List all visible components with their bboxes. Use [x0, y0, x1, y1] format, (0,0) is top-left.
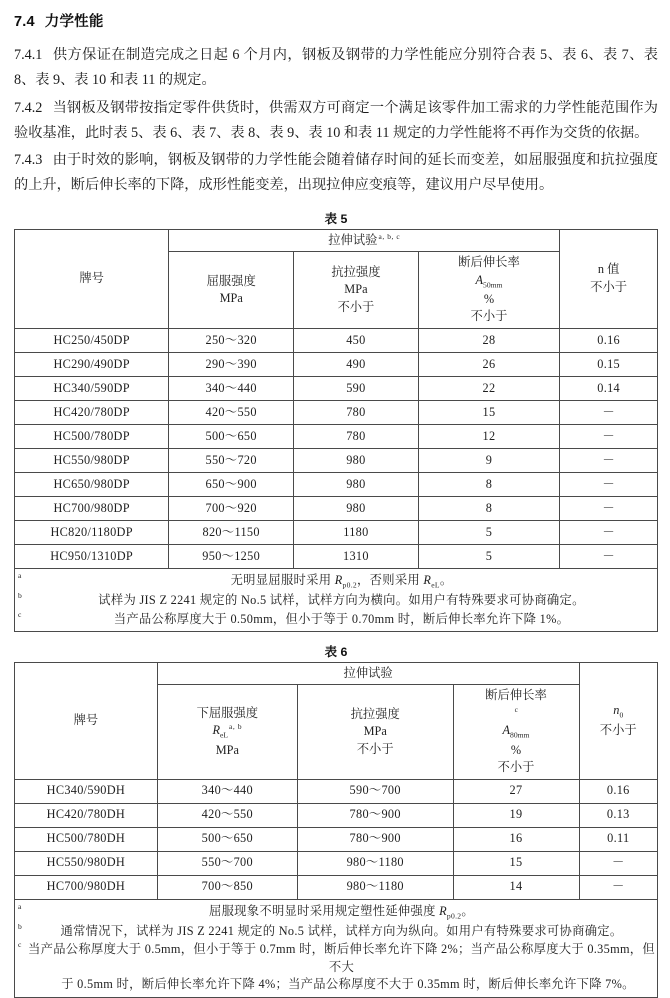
cell-brand: HC820/1180DP: [15, 520, 169, 544]
cell-elongation: 15: [453, 851, 579, 875]
th-elongation-line2: [421, 272, 557, 309]
cell-brand: HC550/980DH: [15, 851, 158, 875]
footnote-c: [17, 611, 655, 628]
footnote-c: [17, 941, 655, 993]
table-5-block: [0, 209, 670, 632]
cell-n-value: －: [560, 424, 658, 448]
cell-n-value: 0.14: [560, 376, 658, 400]
footnote-b-mark: b: [18, 921, 23, 931]
th-tensile-line2: MPa: [344, 282, 368, 297]
table-6: [14, 662, 658, 998]
th-tensile-group: [169, 229, 560, 252]
clause-text: 由于时效的影响，钢板及钢带的力学性能会随着储存时间的延长而变差，如屈服强度和抗拉强度的上升，断后伸长率的下降，成形性能变差，出现拉伸应变痕等，建议用户尽早使用。: [14, 152, 658, 194]
cell-brand: HC550/980DP: [15, 448, 169, 472]
th-lower-yield-footnote-marks: a, b: [229, 722, 243, 732]
th-n-value: [560, 229, 658, 328]
cell-tensile: 980: [294, 448, 419, 472]
th-elongation-label: 断后伸长率: [485, 688, 547, 703]
table-row: [15, 779, 658, 803]
footnote-a-text-before: 无明显屈服时采用: [230, 572, 335, 587]
cell-yield: 420～550: [157, 803, 297, 827]
th-tensile-group-label: 拉伸试验: [343, 665, 393, 680]
th-n0-line1: [582, 702, 655, 721]
cell-elongation: 5: [418, 520, 559, 544]
footnote-a-symbol-2: R: [423, 572, 432, 587]
cell-n0-value: 0.16: [579, 779, 657, 803]
footnote-b-text: 试样为 JIS Z 2241 规定的 No.5 试样，试样方向为横向。如用户有特殊要求可协商确定。: [98, 593, 585, 608]
cell-tensile: 450: [294, 328, 419, 352]
table-row: [15, 328, 658, 352]
cell-yield: 340～440: [169, 376, 294, 400]
footnote-a: [17, 903, 655, 922]
th-tensile-line1: 抗拉强度: [350, 706, 400, 721]
table-6-header-row-1: [15, 662, 658, 684]
cell-elongation: 9: [418, 448, 559, 472]
th-yield-line1: 屈服强度: [206, 273, 256, 288]
cell-brand: HC650/980DP: [15, 472, 169, 496]
cell-elongation: 19: [453, 803, 579, 827]
table-6-footnotes: [15, 899, 658, 997]
page-title: [14, 10, 658, 31]
clause-number: 7.4.3: [14, 152, 43, 169]
clause-text: 供方保证在制造完成之日起 6 个月内，钢板及钢带的力学性能应分别符合表 5、表 6、表 7、表 8、表 9、表 10 和表 11 的规定。: [14, 47, 658, 89]
cell-brand: HC700/980DP: [15, 496, 169, 520]
th-n0-value: [579, 662, 657, 779]
th-lower-yield-strength: [157, 685, 297, 779]
footnote-a-text-mid: ，否则采用: [357, 572, 424, 587]
cell-n0-value: －: [579, 851, 657, 875]
cell-brand: HC420/780DP: [15, 400, 169, 424]
th-elongation-symbol: A: [502, 723, 511, 738]
clause-number: 7.4.1: [14, 47, 43, 63]
cell-elongation: 8: [418, 472, 559, 496]
th-elongation-line3: 不小于: [470, 309, 508, 324]
table-row: [15, 400, 658, 424]
footnote-c-text-continued: 于 0.5mm 时，断后伸长率允许下降 4%；当产品公称厚度不大于 0.35mm 时，断后伸长率允许下降 7%。: [61, 977, 635, 992]
cell-yield: 250～320: [169, 328, 294, 352]
table-row: [15, 827, 658, 851]
cell-elongation: 14: [453, 875, 579, 899]
th-brand-label: 牌号: [73, 713, 99, 728]
table-5-caption: 表 5: [324, 211, 348, 226]
table-6-block: [0, 642, 670, 998]
table-row: [15, 520, 658, 544]
cell-tensile: 980～1180: [297, 851, 453, 875]
footnote-a-subscript-2: eL: [431, 580, 440, 590]
th-elongation-unit: %: [483, 291, 495, 306]
clause-7-4-1: [14, 43, 658, 94]
cell-n-value: －: [560, 400, 658, 424]
th-yield-line2: MPa: [219, 291, 243, 306]
footnote-a: [17, 572, 655, 591]
table-row: [15, 875, 658, 899]
cell-brand: HC290/490DP: [15, 352, 169, 376]
clause-text: 当钢板及钢带按指定零件供货时，供需双方可商定一个满足该零件加工需求的力学性能范围作为验收基准，此时表 5、表 6、表 7、表 8、表 9、表 10 和表 11 规定的力学性能将不再作为交货的依据。: [14, 99, 658, 141]
footnote-a-text-after: 。: [461, 903, 475, 918]
cell-tensile: 1310: [294, 544, 419, 568]
section-title: 力学性能: [44, 14, 104, 30]
cell-n-value: －: [560, 520, 658, 544]
footnote-a-subscript-1: p0.2: [342, 580, 358, 590]
cell-n0-value: 0.11: [579, 827, 657, 851]
cell-yield: 820～1150: [169, 520, 294, 544]
table-5-footnotes: [15, 568, 658, 631]
cell-elongation: 12: [418, 424, 559, 448]
cell-elongation: 5: [418, 544, 559, 568]
footnote-c-mark: c: [18, 609, 22, 619]
th-elongation: [453, 685, 579, 779]
th-tensile-group-label: 拉伸试验: [328, 232, 378, 247]
cell-elongation: 28: [418, 328, 559, 352]
th-tensile-line3: 不小于: [356, 741, 394, 756]
footnote-b: [17, 923, 655, 940]
th-tensile-line2: MPa: [363, 724, 387, 739]
th-elongation-footnote-mark: c: [514, 704, 519, 714]
th-lower-yield-line2: MPa: [215, 742, 239, 757]
table-row: [15, 803, 658, 827]
cell-yield: 340～440: [157, 779, 297, 803]
cell-yield: 500～650: [157, 827, 297, 851]
th-lower-yield-text: 下屈服强度: [196, 705, 259, 720]
cell-tensile: 590～700: [297, 779, 453, 803]
th-tensile-group-footnote-marks: a, b, c: [378, 231, 401, 241]
cell-yield: 700～920: [169, 496, 294, 520]
cell-yield: 290～390: [169, 352, 294, 376]
cell-brand: HC700/980DH: [15, 875, 158, 899]
th-n0-subscript: 0: [619, 710, 624, 720]
table-row: [15, 544, 658, 568]
th-elongation-line3: 不小于: [497, 760, 535, 775]
cell-n-value: 0.15: [560, 352, 658, 376]
th-lower-yield-line1: [160, 705, 295, 742]
cell-tensile: 980: [294, 496, 419, 520]
cell-n0-value: －: [579, 875, 657, 899]
cell-elongation: 8: [418, 496, 559, 520]
th-elongation-line1: [456, 687, 577, 722]
th-brand: [15, 662, 158, 779]
cell-brand: HC340/590DP: [15, 376, 169, 400]
cell-yield: 550～700: [157, 851, 297, 875]
table-row: [15, 496, 658, 520]
cell-yield: 700～850: [157, 875, 297, 899]
footnote-c-text: 当产品公称厚度大于 0.50mm，但小于等于 0.70mm 时，断后伸长率允许下降 1%。: [113, 611, 570, 626]
cell-tensile: 980: [294, 472, 419, 496]
th-brand: [15, 229, 169, 328]
footnote-c-text: 当产品公称厚度大于 0.5mm，但小于等于 0.7mm 时，断后伸长率允许下降 2%；当产品公称厚度大于 0.35mm，但不大: [28, 942, 655, 974]
cell-n-value: －: [560, 448, 658, 472]
th-n-value-line1: n 值: [597, 262, 620, 277]
footnote-a-mark: a: [18, 570, 22, 580]
prose-block: [0, 0, 670, 199]
th-tensile-strength: [294, 252, 419, 329]
th-lower-yield-subscript: eL: [220, 730, 229, 740]
cell-yield: 650～900: [169, 472, 294, 496]
table-5-header-row-1: [15, 229, 658, 252]
th-elongation-line1: 断后伸长率: [458, 255, 520, 270]
footnote-a-mark: a: [18, 901, 22, 911]
th-n0-line2: 不小于: [599, 722, 637, 737]
th-lower-yield-symbol: R: [212, 723, 221, 738]
table-row: [15, 851, 658, 875]
cell-n-value: 0.16: [560, 328, 658, 352]
footnote-a-symbol-1: R: [439, 903, 447, 918]
footnote-b-text: 通常情况下，试样为 JIS Z 2241 规定的 No.5 试样，试样方向为纵向。如用户有特殊要求可协商确定。: [60, 923, 623, 938]
th-brand-label: 牌号: [79, 271, 104, 286]
cell-tensile: 780: [294, 400, 419, 424]
footnote-a-text-before: 屈服现象不明显时采用规定塑性延伸强度: [208, 903, 440, 918]
cell-elongation: 15: [418, 400, 559, 424]
cell-brand: HC420/780DH: [15, 803, 158, 827]
footnote-b: [17, 592, 655, 609]
th-n0-symbol: n: [613, 703, 620, 718]
clause-7-4-2: [14, 96, 658, 147]
cell-brand: HC340/590DH: [15, 779, 158, 803]
cell-tensile: 780～900: [297, 827, 453, 851]
cell-yield: 550～720: [169, 448, 294, 472]
th-tensile-strength: [297, 685, 453, 779]
cell-yield: 500～650: [169, 424, 294, 448]
cell-elongation: 27: [453, 779, 579, 803]
cell-tensile: 780: [294, 424, 419, 448]
table-row: [15, 352, 658, 376]
table-row: [15, 376, 658, 400]
th-elongation: [418, 252, 559, 329]
cell-elongation: 16: [453, 827, 579, 851]
section-number: 7.4: [14, 14, 35, 30]
cell-yield: 950～1250: [169, 544, 294, 568]
footnote-b-mark: b: [18, 591, 23, 601]
th-tensile-group: [157, 662, 579, 684]
cell-tensile: 490: [294, 352, 419, 376]
footnote-c-mark: c: [18, 940, 22, 950]
cell-tensile: 980～1180: [297, 875, 453, 899]
cell-n0-value: 0.13: [579, 803, 657, 827]
table-row: [15, 448, 658, 472]
cell-tensile: 780～900: [297, 803, 453, 827]
cell-brand: HC950/1310DP: [15, 544, 169, 568]
footnote-a-symbol-1: R: [334, 572, 343, 587]
clause-number: 7.4.2: [14, 99, 43, 116]
th-elongation-line2: [456, 722, 577, 759]
th-n-value-line2: 不小于: [590, 279, 628, 294]
cell-elongation: 26: [418, 352, 559, 376]
cell-brand: HC500/780DH: [15, 827, 158, 851]
table-row: [15, 424, 658, 448]
th-elongation-unit: %: [510, 742, 522, 757]
footnote-a-subscript-1: p0.2: [446, 911, 462, 921]
table-row: [15, 472, 658, 496]
table-5-footnote-row: [15, 568, 658, 631]
table-6-caption: 表 6: [324, 644, 348, 659]
th-yield-strength: [169, 252, 294, 329]
table-5: [14, 229, 658, 632]
th-elongation-symbol: A: [475, 272, 484, 287]
cell-yield: 420～550: [169, 400, 294, 424]
cell-n-value: －: [560, 472, 658, 496]
th-elongation-subscript: 50mm: [483, 280, 503, 290]
cell-elongation: 22: [418, 376, 559, 400]
th-elongation-subscript: 80mm: [510, 730, 530, 740]
cell-brand: HC250/450DP: [15, 328, 169, 352]
cell-n-value: －: [560, 496, 658, 520]
clause-7-4-3: [14, 148, 658, 199]
table-6-footnote-row: [15, 899, 658, 997]
footnote-a-text-after: 。: [439, 572, 453, 587]
cell-tensile: 590: [294, 376, 419, 400]
th-tensile-line1: 抗拉强度: [331, 264, 381, 279]
cell-tensile: 1180: [294, 520, 419, 544]
th-tensile-line3: 不小于: [337, 299, 375, 314]
cell-brand: HC500/780DP: [15, 424, 169, 448]
cell-n-value: －: [560, 544, 658, 568]
